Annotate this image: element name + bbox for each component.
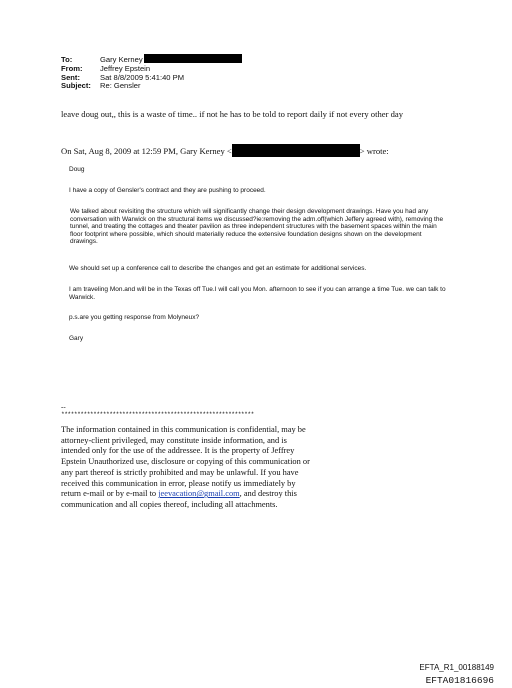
from-value: Jeffrey Epstein [100, 64, 151, 73]
quote-intro-before: On Sat, Aug 8, 2009 at 12:59 PM, Gary Kerney < [61, 146, 232, 156]
to-row [61, 56, 242, 65]
quoted-signature: Gary [69, 335, 84, 342]
sent-label: Sent: [61, 72, 80, 82]
quoted-paragraph: I have a copy of Gensler's contract and they are pushing to proceed. [69, 187, 266, 194]
subject-value: Re: Gensler [100, 81, 141, 91]
quote-intro [61, 144, 389, 157]
quoted-greeting: Doug [69, 166, 85, 173]
notice-text-end: , and destroy this communication and all copies thereof, including all attachments. [61, 489, 297, 509]
quoted-paragraph: We should set up a conference call to describe the changes and get an estimate for additional services. [69, 265, 367, 272]
from-label: From: [61, 64, 83, 73]
signature-divider: ************************************************************ [61, 411, 254, 418]
quote-intro-after: > wrote: [359, 146, 389, 156]
quoted-paragraph: p.s.are you getting response from Molyneux? [69, 314, 200, 321]
subject-row [61, 82, 242, 91]
email-header [61, 56, 242, 91]
subject-label: Subject: [61, 81, 91, 91]
signature-dash: -- [61, 403, 66, 411]
redaction-box [144, 54, 242, 63]
bates-number: EFTA01816696 [425, 675, 494, 686]
to-label: To: [61, 55, 73, 64]
email-link[interactable]: jeevacation@gmail.com [158, 489, 240, 499]
reply-body: leave doug out,, this is a waste of time.. if not he has to be told to report daily if not every other day [61, 109, 403, 119]
notice-text: The information contained in this communication is confidential, may be attorney-client privileged, may constitute inside information, and is intended only for the use of the addressee. It is the property of Jeffrey Epstein Unauthorized use, disclosure or copying of this communication or any part thereof is strictly prohibited and may be unlawful. If you have received this communication in error, please notify us immediately by return e-mail or by e-mail to [61, 425, 310, 499]
quoted-paragraph: We talked about revisiting the structure which will significantly change their design development drawings. Have you had any conversation with Warwick on the structural items we discussed?ie:removing the adm.off(which Jeffery agreed with), removing the tunnel, and treating the cottages and theater pavilion as three independent structures with the basement spaces within the main floor footprint where possible, which should materially reduce the extensive foundation designs shown on the development drawings. [70, 208, 444, 246]
bates-number-secondary: EFTA_R1_00188149 [419, 663, 494, 672]
quoted-paragraph: I am traveling Mon.and will be in the Texas off Tue.I will call you Mon. afternoon to see if you can arrange a time Tue. we can talk to Warwick. [69, 286, 446, 301]
sent-value: Sat 8/8/2009 5:41:40 PM [100, 72, 185, 82]
redaction-box [232, 144, 360, 157]
to-value: Gary Kerney [100, 55, 143, 64]
confidentiality-notice [61, 425, 311, 511]
